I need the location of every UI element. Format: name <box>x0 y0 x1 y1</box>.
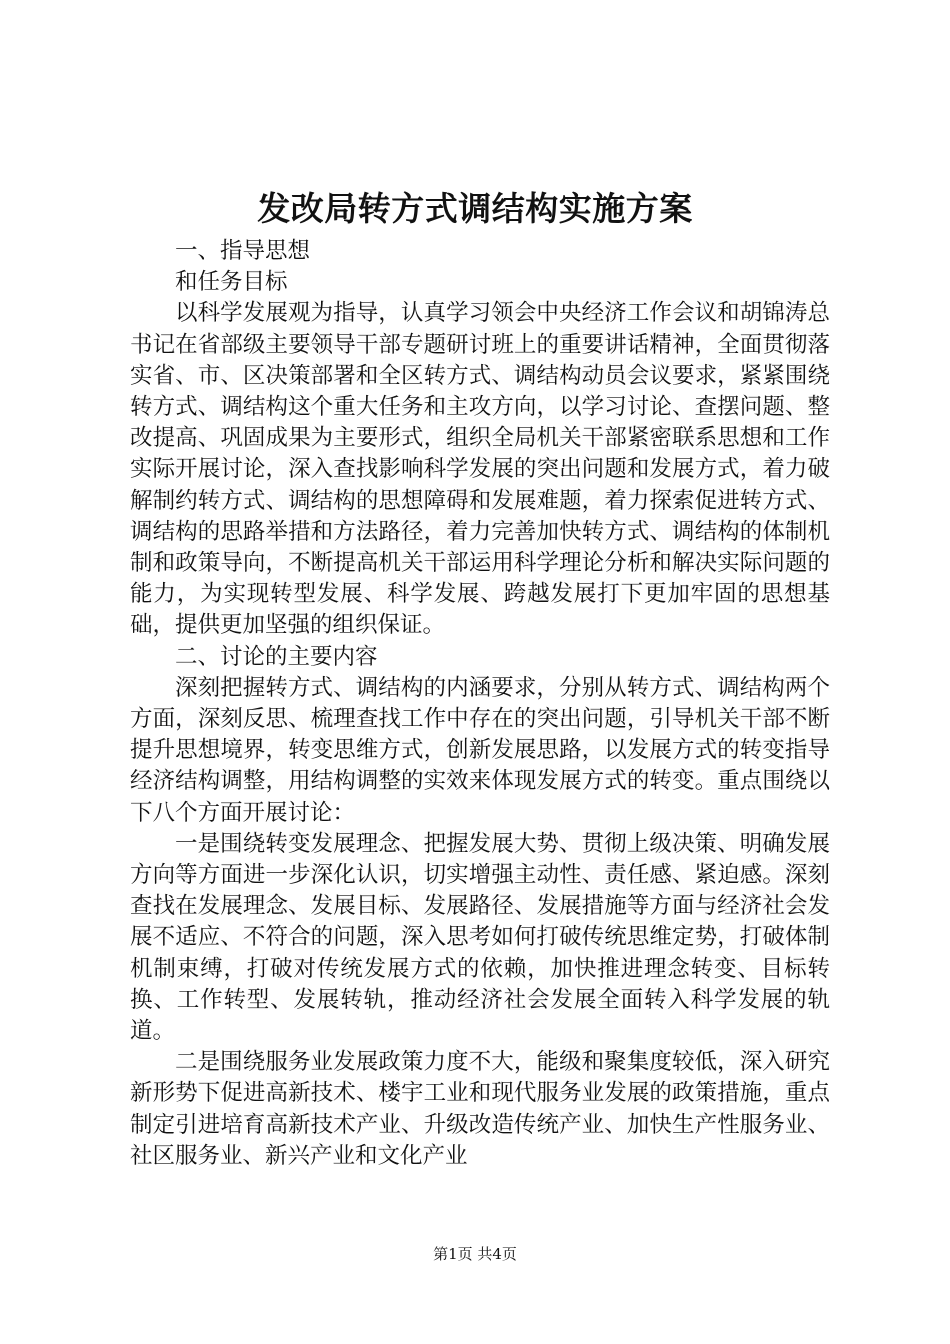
section-heading-continuation: 和任务目标 <box>175 269 288 296</box>
document-title: 发改局转方式调结构实施方案 <box>257 189 693 228</box>
section-heading: 二、讨论的主要内容 <box>175 643 378 670</box>
body-paragraph: 一是围绕转变发展理念、把握发展大势、贯彻上级决策、明确发展方向等方面进一步深化认识，切实增强主动性、责任感、紧迫感。深刻查找在发展理念、发展目标、发展路径、发展措施等方面与经济社会发展不适应、不符合的问题，深入思考如何打破传统思维定势，打破体制机制束缚，打破对传统发展方式的依赖，加快推进理念转变、目标转换、工作转型、发展转轨，推动经济社会发展全面转入科学发展的轨道。 <box>130 830 830 1045</box>
body-paragraph: 二是围绕服务业发展政策力度不大，能级和聚集度较低，深入研究新形势下促进高新技术、楼宇工业和现代服务业发展的政策措施，重点制定引进培育高新技术产业、升级改造传统产业、加快生产性服务业、社区服务业、新兴产业和文化产业 <box>130 1049 830 1169</box>
body-paragraph: 深刻把握转方式、调结构的内涵要求，分别从转方式、调结构两个方面，深刻反思、梳理查找工作中存在的突出问题，引导机关干部不断提升思想境界，转变思维方式，创新发展思路，以发展方式的转变指导经济结构调整，用结构调整的实效来体现发展方式的转变。重点围绕以下八个方面开展讨论： <box>130 674 830 826</box>
section-heading: 一、指导思想 <box>175 238 311 264</box>
body-paragraph: 以科学发展观为指导，认真学习领会中央经济工作会议和胡锦涛总书记在省部级主要领导干部专题研讨班上的重要讲话精神，全面贯彻落实省、市、区决策部署和全区转方式、调结构动员会议要求，紧紧围绕转方式、调结构这个重大任务和主攻方向，以学习讨论、查摆问题、整改提高、巩固成果为主要形式，组织全局机关干部紧密联系思想和工作实际开展讨论，深入查找影响科学发展的突出问题和发展方式，着力破解制约转方式、调结构的思想障碍和发展难题，着力探索促进转方式、调结构的思路举措和方法路径，着力完善加快转方式、调结构的体制机制和政策导向，不断提高机关干部运用科学理论分析和解决实际问题的能力，为实现转型发展、科学发展、跨越发展打下更加牢固的思想基础，提供更加坚强的组织保证。 <box>130 300 830 639</box>
page-number-footer: 第1页 共4页 <box>433 1245 517 1263</box>
document-body <box>130 236 830 1172</box>
